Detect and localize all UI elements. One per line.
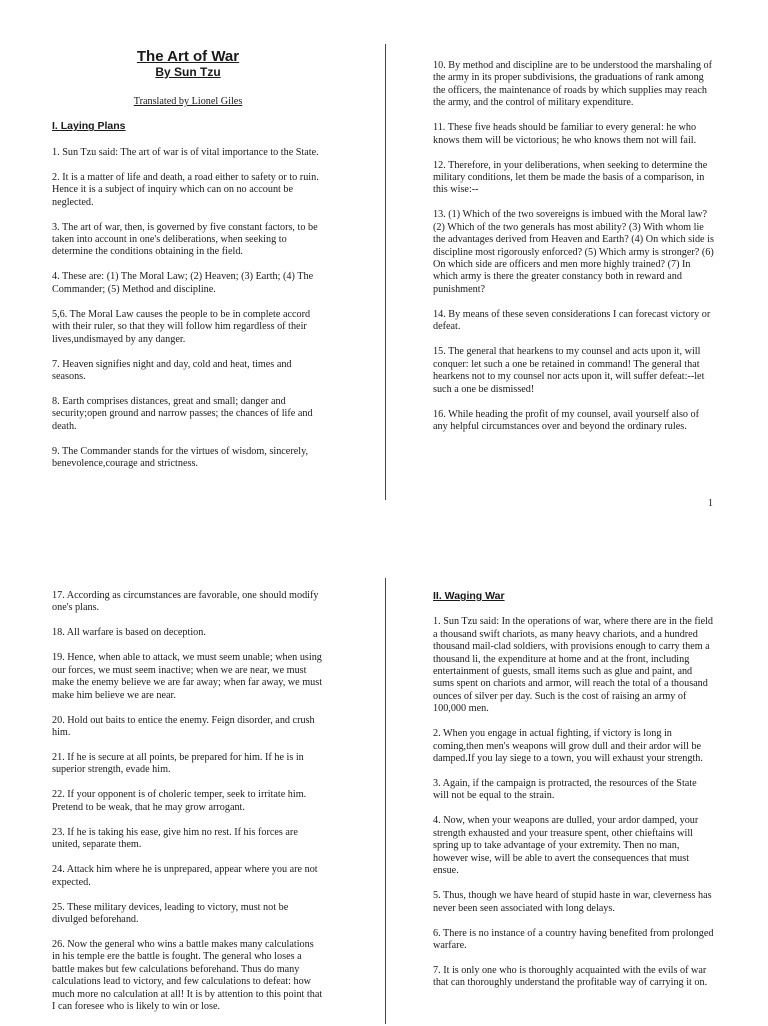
column-divider	[385, 578, 386, 1024]
section-heading-waging-war: II. Waging War	[433, 590, 505, 602]
column-divider	[385, 44, 386, 500]
page2-right-column	[433, 590, 715, 1002]
page1-right-column	[433, 60, 715, 446]
paragraph: 19. Hence, when able to attack, we must seem unable; when using our forces, we must seem inactive; when we are near, we must make the enemy believe we are far away; when far away, we must make him believe we are near.	[52, 652, 323, 701]
paragraph: 14. By means of these seven considerations I can forecast victory or defeat.	[433, 308, 711, 333]
paragraph: 13. (1) Which of the two sovereigns is imbued with the Moral law? (2) Which of the two generals has most ability? (3) With whom lie the advantages derived from Heaven and Earth? (4) On which side is discipline most rigorously enforced? (5) Which army is stronger? (6) On which side are officers and men more highly trained? (7) In which army is there the greater constancy both in reward and punishment?	[433, 209, 714, 295]
paragraph: 22. If your opponent is of choleric temper, seek to irritate him. Pretend to be weak, that he may grow arrogant.	[52, 789, 307, 813]
page2-left-column	[52, 590, 324, 1026]
page-2	[0, 578, 768, 1024]
document-author: By Sun Tzu	[155, 65, 221, 79]
paragraph: 1. Sun Tzu said: In the operations of war, where there are in the field a thousand swift chariots, as many heavy chariots, and a hundred thousand mail-clad soldiers, with provisions enough to carry them a thousand li, the expenditure at home and at the front, including entertainment of guests, small items such as glue and paint, and sums spent on chariots and armor, will reach the total of a thousand ounces of silver per day. Such is the cost of raising an army of 100,000 men.	[433, 616, 714, 715]
paragraph: 15. The general that hearkens to my counsel and acts upon it, will conquer: let such a one be retained in command! The general that hearkens not to my counsel nor acts upon it, will suffer defeat:--let such a one be dismissed!	[433, 346, 705, 395]
paragraph: 2. When you engage in actual fighting, if victory is long in coming,then men's weapons will grow dull and their ardor will be damped.If you lay siege to a town, you will exhaust your strength.	[433, 728, 703, 765]
paragraph: 23. If he is taking his ease, give him no rest. If his forces are united, separate them.	[52, 826, 298, 851]
paragraph: 12. Therefore, in your deliberations, when seeking to determine the military conditions, let them be made the basis of a comparison, in this wise:--	[433, 159, 708, 196]
paragraph: 3. The art of war, then, is governed by five constant factors, to be taken into account in one's deliberations, when seeking to determine the conditions obtaining in the field.	[52, 221, 318, 258]
paragraph: 17. According as circumstances are favorable, one should modify one's plans.	[52, 590, 319, 614]
paragraph: 16. While heading the profit of my counsel, avail yourself also of any helpful circumstances over and beyond the ordinary rules.	[433, 408, 700, 432]
paragraph: 20. Hold out baits to entice the enemy. Feign disorder, and crush him.	[52, 714, 315, 739]
paragraph: 5. Thus, though we have heard of stupid haste in war, cleverness has never been seen associated with long delays.	[433, 890, 712, 914]
paragraph: 26. Now the general who wins a battle makes many calculations in his temple ere the battle is fought. The general who loses a battle makes but few calculations beforehand. Thus do many calculations lead to victory, and few calculations to defeat: how much more no calculation at all! It is by attention to this point that I can foresee who is likely to win or lose.	[52, 939, 323, 1013]
section-heading-laying-plans: I. Laying Plans	[52, 120, 126, 133]
paragraph: 18. All warfare is based on deception.	[52, 627, 206, 639]
paragraph: 4. These are: (1) The Moral Law; (2) Heaven; (3) Earth; (4) The Commander; (5) Method and discipline.	[52, 271, 314, 295]
paragraph: 21. If he is secure at all points, be prepared for him. If he is in superior strength, evade him.	[52, 752, 304, 776]
paragraph: 3. Again, if the campaign is protracted, the resources of the State will not be equal to the strain.	[433, 778, 697, 802]
paragraph: 25. These military devices, leading to victory, must not be divulged beforehand.	[52, 901, 289, 926]
paragraph: 8. Earth comprises distances, great and small; danger and security;open ground and narrow passes; the chances of life and death.	[52, 396, 313, 432]
paragraph: 24. Attack him where he is unprepared, appear where you are not expected.	[52, 864, 318, 888]
paragraph: 7. Heaven signifies night and day, cold and heat, times and seasons.	[52, 358, 292, 383]
paragraph: 6. There is no instance of a country having benefited from prolonged warfare.	[433, 927, 714, 951]
paragraph: 10. By method and discipline are to be understood the marshaling of the army in its proper subdivisions, the graduations of rank among the officers, the maintenance of roads by which supplies may reach the army, and the control of military expenditure.	[433, 60, 712, 109]
paragraph: 1. Sun Tzu said: The art of war is of vital importance to the State.	[52, 146, 319, 158]
paragraph: 4. Now, when your weapons are dulled, your ardor damped, your strength exhausted and your treasure spent, other chieftains will spring up to take advantage of your extremity. Then no man, however wise, will be able to avert the consequences that must ensue.	[433, 815, 699, 877]
paragraph: 9. The Commander stands for the virtues of wisdom, sincerely, benevolence,courage and strictness.	[52, 445, 309, 470]
paragraph: 2. It is a matter of life and death, a road either to safety or to ruin. Hence it is a subject of inquiry which can on no account be neglected.	[52, 171, 319, 208]
page-number: 1	[708, 498, 713, 509]
paragraph: 11. These five heads should be familiar to every general: he who knows them will be victorious; he who knows them not will fail.	[433, 122, 697, 146]
document-title: The Art of War	[136, 48, 240, 65]
page1-left-column	[52, 48, 324, 483]
paragraph: 5,6. The Moral Law causes the people to be in complete accord with their ruler, so that they will follow him regardless of their lives,undismayed by any danger.	[52, 308, 311, 345]
translator-credit: Translated by Lionel Giles	[133, 96, 243, 107]
paragraph: 7. It is only one who is thoroughly acquainted with the evils of war that can thoroughly understand the profitable way of carrying it on.	[433, 964, 708, 989]
